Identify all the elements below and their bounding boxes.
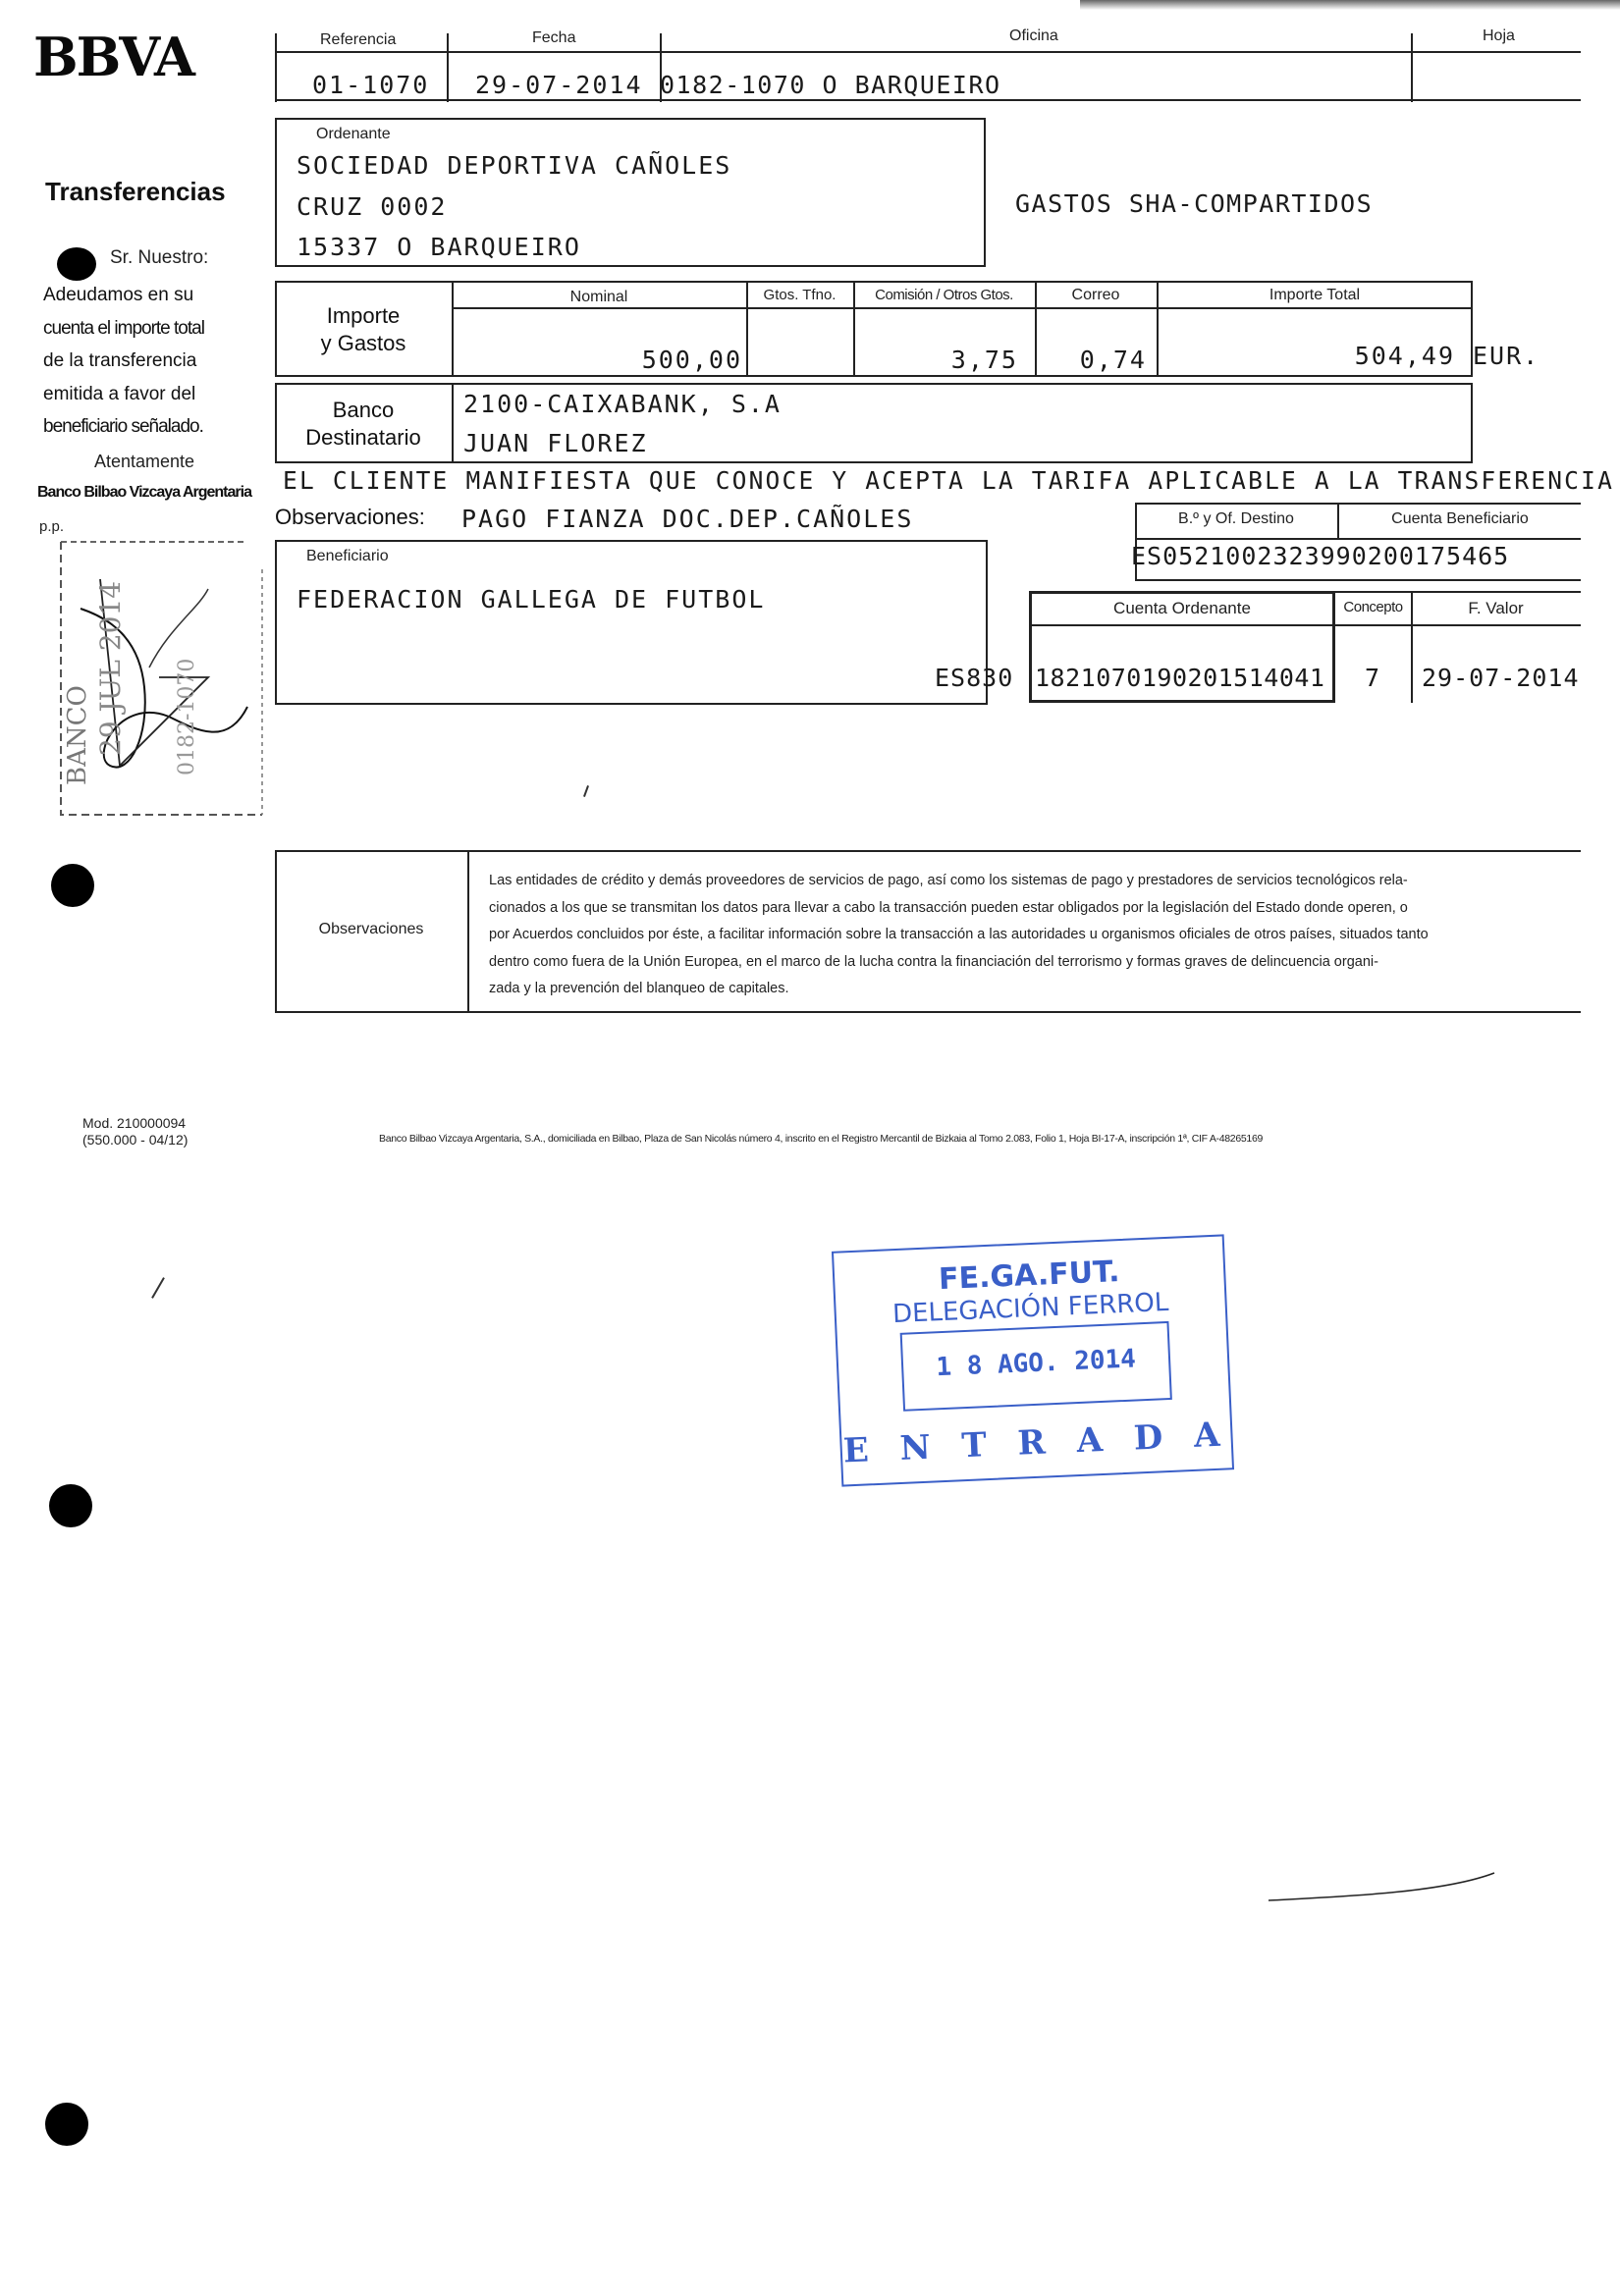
total-value: 504,49 — [1354, 342, 1455, 370]
punch-hole — [49, 1484, 92, 1527]
cuenta-ordenante-prefix: ES830 — [935, 664, 1014, 692]
observaciones-label: Observaciones: — [275, 505, 425, 529]
sidebar-closing: Atentamente — [94, 452, 195, 471]
sidebar-greeting: Sr. Nuestro: — [110, 247, 209, 268]
model-line: (550.000 - 04/12) — [82, 1132, 189, 1148]
importe-label-line: Importe — [326, 303, 401, 328]
cuenta-beneficiario-iban: ES0521002323990200175465 — [1131, 542, 1510, 570]
banco-label-line: Banco — [332, 398, 395, 422]
sidebar-body — [43, 279, 245, 444]
banco-label — [275, 397, 452, 452]
sidebar-body-line: Adeudamos en su — [43, 285, 194, 305]
banco-line: JUAN FLOREZ — [463, 429, 648, 457]
sidebar-body-line: cuenta el importe total — [43, 317, 204, 339]
entry-stamp-date: 1 8 AGO. 2014 — [935, 1344, 1137, 1383]
fecha-label: Fecha — [532, 29, 576, 46]
banco-destinatario-box — [275, 383, 1473, 463]
gastos-text: GASTOS SHA-COMPARTIDOS — [1015, 189, 1374, 218]
sidebar-dot — [57, 247, 96, 281]
concepto-label: Concepto — [1343, 599, 1403, 615]
destino-border — [1135, 538, 1581, 540]
header-border — [1411, 33, 1413, 102]
entry-stamp — [832, 1234, 1234, 1486]
svg-text:29 JUL 2014: 29 JUL 2014 — [94, 580, 127, 756]
tarifa-text: EL CLIENTE MANIFIESTA QUE CONOCE Y ACEPTA LA TARIFA APLICABLE A LA TRANSFERENCIA — [283, 466, 1615, 495]
nominal-label: Nominal — [569, 289, 628, 305]
destino-border — [1135, 503, 1581, 505]
sidebar-pp: p.p. — [39, 518, 65, 535]
referencia-value: 01-1070 — [312, 71, 430, 99]
nominal-value: 500,00 — [641, 346, 742, 374]
header-border — [275, 99, 1581, 101]
hoja-label: Hoja — [1483, 27, 1515, 44]
cuenta-ordenante-value: 18210701902015140​41 — [1035, 664, 1325, 692]
total-label: Importe Total — [1269, 287, 1361, 303]
comision-value: 3,75 — [950, 346, 1018, 374]
legal-border — [467, 850, 469, 1013]
header-border — [447, 33, 449, 102]
sidebar-body-line: emitida a favor del — [43, 383, 196, 404]
ordenante-line: SOCIEDAD DEPORTIVA CAÑOLES — [297, 151, 732, 180]
legal-line: dentro como fuera de la Unión Europea, en el marco de la lucha contra la financiación del terrorismo y formas graves de delincuencia organi- — [489, 953, 1378, 970]
stray-line — [1267, 1845, 1561, 1904]
legal-label: Observaciones — [318, 921, 424, 937]
oficina-label: Oficina — [1009, 27, 1058, 44]
model-number — [82, 1115, 188, 1148]
importe-label — [275, 302, 452, 357]
banco-line: 2100-CAIXABANK, S.A — [463, 390, 782, 418]
punch-hole — [51, 864, 94, 907]
referencia-label: Referencia — [320, 31, 397, 48]
sidebar — [39, 177, 245, 207]
entry-stamp-line1: FE.GA.FUT. — [938, 1255, 1121, 1298]
sidebar-bank-name: Banco Bilbao Vizcaya Argentaria — [37, 484, 251, 501]
comision-label: Comisión / Otros Gtos. — [875, 287, 1013, 303]
ordenante-label: Ordenante — [316, 126, 391, 142]
entry-stamp-entrada: E N T R A D A — [842, 1415, 1231, 1471]
punch-hole — [45, 2103, 88, 2146]
bbva-logo: BBVA — [33, 26, 193, 88]
legal-border — [275, 1011, 1581, 1013]
registry-text: Banco Bilbao Vizcaya Argentaria, S.A., domiciliada en Bilbao, Plaza de San Nicolás número 4, inscrito en el Registro Mercantil de Bizkaia al Tomo 2.083, Folio 1, Hoja BI-17-A, inscripción 1ª, CIF A-48265169 — [379, 1133, 1264, 1145]
cuenta-border — [1029, 624, 1581, 626]
importe-label-line: y Gastos — [320, 331, 406, 355]
correo-value: 0,74 — [1079, 346, 1147, 374]
currency-value: EUR. — [1473, 342, 1540, 370]
fvalor-value: 29-07-2014 — [1422, 664, 1580, 692]
concepto-value: 7 — [1364, 664, 1382, 692]
cuenta-ordenante-label: Cuenta Ordenante — [1113, 599, 1251, 617]
bo-destino-label: B.º y Of. Destino — [1178, 510, 1294, 527]
header-border — [275, 51, 1581, 53]
gtos-tfno-label: Gtos. Tfno. — [763, 287, 837, 303]
legal-line: Las entidades de crédito y demás proveedores de servicios de pago, así como los sistemas de pago y prestadores de servicios tecnológicos rela- — [489, 873, 1408, 888]
scan-edge-shadow — [1080, 0, 1620, 10]
beneficiario-label: Beneficiario — [306, 548, 389, 564]
bank-stamp-signature — [51, 530, 272, 825]
beneficiario-name: FEDERACION GALLEGA DE FUTBOL — [297, 585, 766, 614]
observaciones-value: PAGO FIANZA DOC.DEP.CAÑOLES — [461, 505, 914, 533]
fecha-value: 29-07-2014 — [475, 71, 643, 99]
model-line: Mod. 210000094 — [82, 1115, 187, 1131]
cuenta-border — [1333, 591, 1581, 593]
legal-line: por Acuerdos concluidos por éste, a facilitar información sobre la transacción a las autoridades u organismos oficiales de otros países, situados tanto — [489, 927, 1429, 942]
ordenante-line: CRUZ 0002 — [297, 192, 448, 221]
importe-border — [452, 307, 1473, 309]
sidebar-body-line: de la transferencia — [43, 350, 197, 371]
legal-text — [489, 868, 1569, 1003]
fvalor-label: F. Valor — [1468, 599, 1524, 617]
cuenta-beneficiario-label: Cuenta Beneficiario — [1391, 510, 1529, 527]
svg-text:0182-1070: 0182-1070 — [175, 658, 199, 775]
ordenante-line: 15337 O BARQUEIRO — [297, 233, 581, 261]
legal-line: cionados a los que se transmitan los datos para llevar a cabo la transacción pueden estar obligados por la legislación del Estado donde operen, o — [489, 899, 1408, 916]
header-border — [275, 33, 277, 102]
entry-stamp-line2: DELEGACIÓN FERROL — [891, 1287, 1169, 1330]
banco-label-line: Destinatario — [305, 425, 421, 450]
destino-border — [1135, 579, 1581, 581]
stray-mark — [583, 785, 589, 797]
oficina-value: 0182-1070 O BARQUEIRO — [660, 71, 1001, 99]
sidebar-body-line: beneficiario señalado. — [43, 416, 203, 437]
svg-text:BANCO: BANCO — [63, 685, 92, 785]
stray-mark — [151, 1277, 165, 1299]
sidebar-title: Transferencias — [45, 177, 226, 206]
correo-label: Correo — [1071, 287, 1120, 303]
legal-border — [275, 850, 1581, 852]
legal-line: zada y la prevención del blanqueo de capitales. — [489, 981, 789, 996]
banco-border — [452, 383, 454, 463]
